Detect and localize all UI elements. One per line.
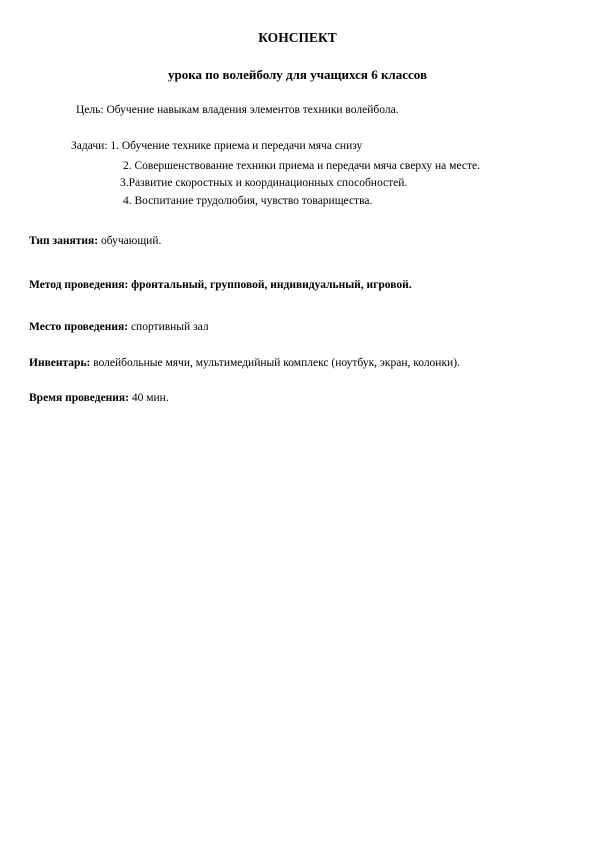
method-label: Метод проведения:	[29, 279, 129, 291]
goal-text: Обучение навыкам владения элементов техники волейбола.	[103, 104, 399, 116]
method-line	[29, 278, 412, 292]
task-item-1: 1. Обучение технике приема и передачи мяча снизу	[107, 140, 363, 152]
place-label: Место проведения:	[29, 321, 129, 333]
lesson-type-label: Тип занятия:	[29, 235, 99, 247]
lesson-type-line	[29, 234, 161, 248]
place-text: спортивный зал	[128, 321, 209, 333]
time-line	[29, 391, 169, 405]
goal-label: Цель:	[76, 104, 104, 116]
place-line	[29, 320, 209, 334]
time-text: 40 мин.	[128, 392, 169, 404]
inventory-line	[29, 356, 460, 370]
inventory-text: волейбольные мячи, мультимедийный комплекс (ноутбук, экран, колонки).	[90, 357, 460, 369]
task-item-2: 2. Совершенствование техники приема и передачи мяча сверху на месте.	[123, 160, 480, 172]
document-title: КОНСПЕКТ	[258, 30, 337, 45]
time-label: Время проведения:	[29, 392, 129, 404]
task-item-3: 3.Развитие скоростных и координационных способностей.	[120, 177, 408, 189]
inventory-label: Инвентарь:	[29, 357, 91, 369]
goal-line	[76, 103, 399, 117]
tasks-label: Задачи:	[71, 140, 108, 152]
document-subtitle: урока по волейболу для учащихся 6 классов	[168, 67, 427, 82]
tasks-line	[71, 139, 362, 153]
method-text: фронтальный, групповой, индивидуальный, игровой.	[128, 279, 412, 291]
lesson-type-text: обучающий.	[98, 235, 162, 247]
task-item-4: 4. Воспитание трудолюбия, чувство товарищества.	[123, 195, 373, 207]
